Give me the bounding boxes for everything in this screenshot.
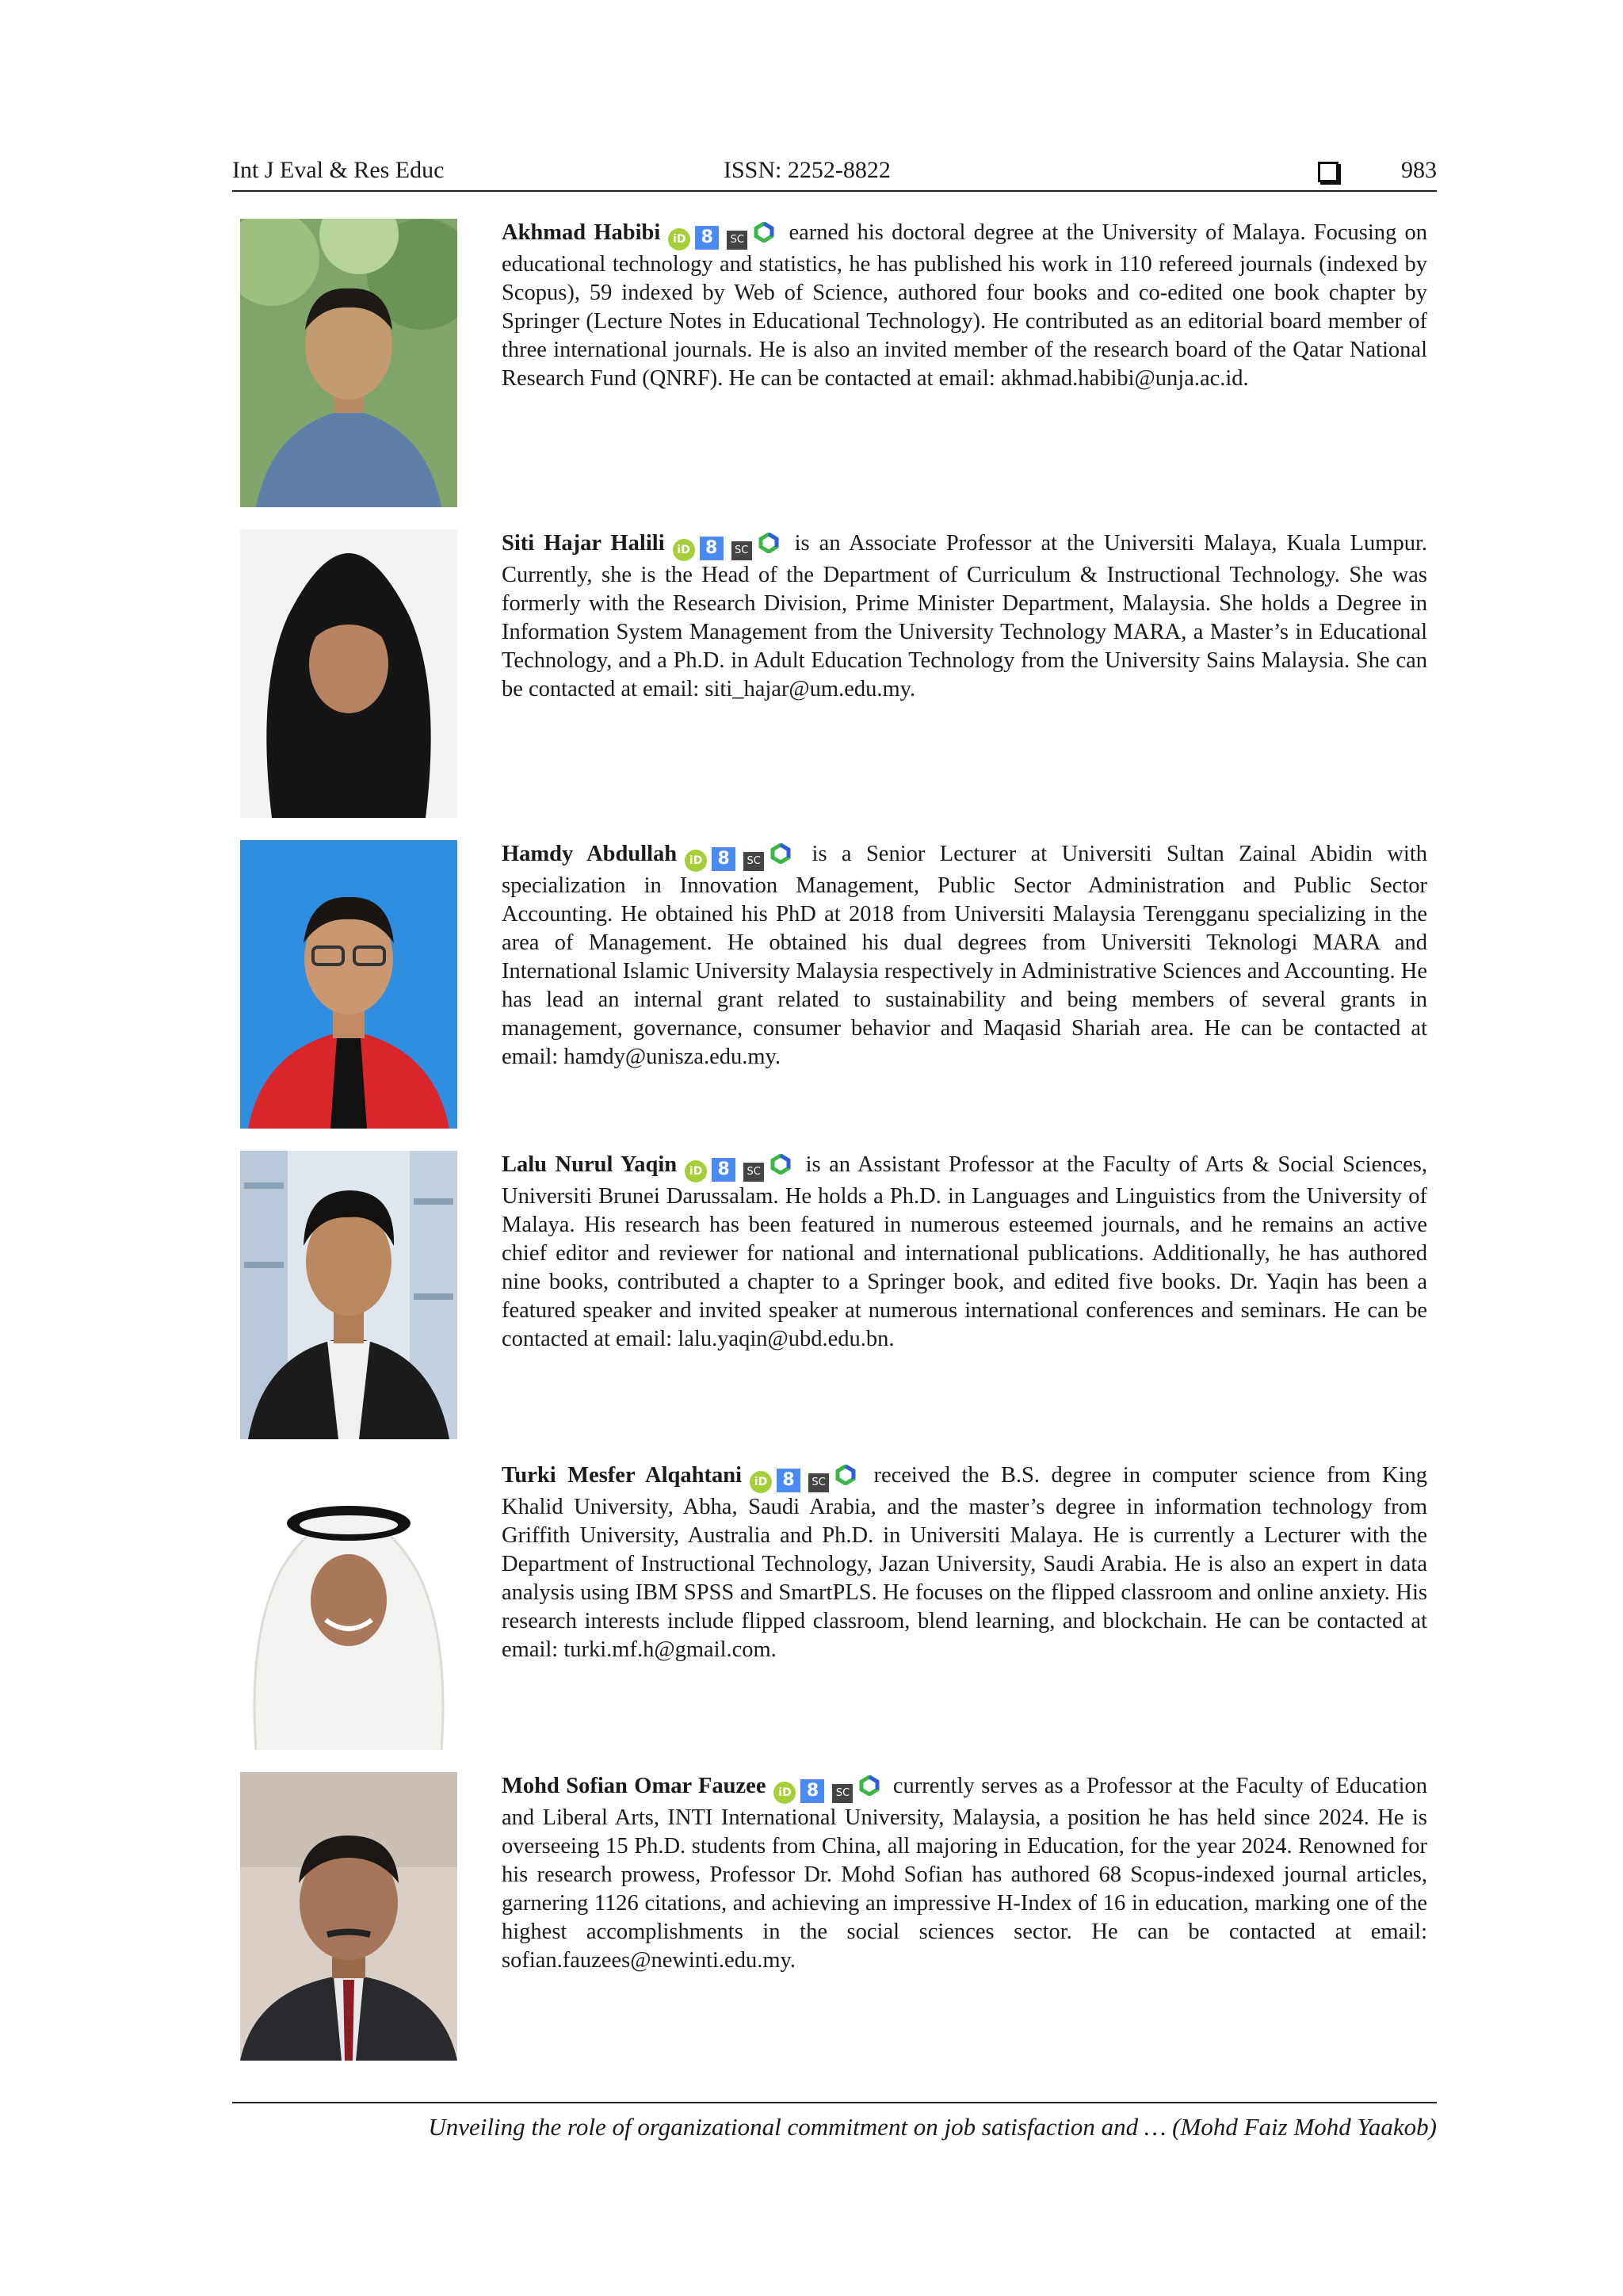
author-photo — [240, 529, 457, 818]
bio-description: is an Associate Professor at the Universiti Malaya, Kuala Lumpur. Currently, she is the Head of the Department of Curriculum & Instructional Technology. She was formerly with the Research Division, Prime Minister Department, Malaysia. She holds a Degree in Information System Management from the University Technology MARA, a Master’s in Educational Technology, and a Ph.D. in Adult Education Technology from the University Sains Malaysia. She can be contacted at email: siti_hajar@um.edu.my. — [502, 531, 1427, 701]
author-photo — [240, 840, 457, 1129]
google-scholar-icon[interactable]: 8 — [695, 226, 719, 250]
footer-title: Unveiling the role of organizational commitment on job satisfaction and … (Mohd Faiz Mohd Yaakob) — [428, 2113, 1437, 2141]
scopus-icon[interactable]: SC — [743, 852, 764, 871]
bio-description: is a Senior Lecturer at Universiti Sultan Zainal Abidin with specialization in Innovation Management, Public Sector Administration and Public Sector Accounting. He obtained his PhD at 2018 from Universiti Malaysia Terengganu specializing in the area of Management. He obtained his dual degrees from Universiti Teknologi MARA and International Islamic University Malaysia respectively in Administrative Sciences and Accounting. He has lead an internal grant related to sustainability and being members of several grants in management, governance, consumer behavior and Maqasid Shariah area. He can be contacted at email: hamdy@unisza.edu.my. — [502, 842, 1427, 1069]
author-photo — [240, 1461, 457, 1750]
google-scholar-icon[interactable]: 8 — [777, 1469, 800, 1492]
author-name: Akhmad Habibi — [502, 220, 661, 245]
scopus-icon[interactable]: SC — [727, 231, 747, 250]
author-photo — [240, 219, 457, 507]
publons-icon[interactable] — [835, 1465, 856, 1485]
running-header — [232, 155, 1437, 192]
square-icon — [1318, 162, 1338, 182]
publons-icon[interactable] — [758, 533, 779, 553]
scopus-icon[interactable]: SC — [743, 1163, 764, 1182]
bio-text — [502, 1151, 1427, 1354]
orcid-icon[interactable]: iD — [685, 1160, 707, 1182]
orcid-icon[interactable]: iD — [773, 1782, 796, 1804]
bio-description: received the B.S. degree in computer science from King Khalid University, Abha, Saudi Arabia, and the master’s degree in information technology from Griffith University, Australia and Ph.D. in Universiti Malaya. He is currently a Lecturer with the Department of Instructional Technology, Jazan University, Saudi Arabia. He is also an expert in data analysis using IBM SPSS and SmartPLS. He focuses on the flipped classroom and online anxiety. His research interests include flipped classroom, blend learning, and blockchain. He can be contacted at email: turki.mf.h@gmail.com. — [502, 1463, 1427, 1662]
issn: ISSN: 2252-8822 — [724, 157, 891, 183]
orcid-icon[interactable]: iD — [685, 850, 707, 872]
bio-description: earned his doctoral degree at the University of Malaya. Focusing on educational technology and statistics, he has published his work in 110 refereed journals (indexed by Scopus), 59 indexed by Web of Science, authored four books and co-edited one book chapter by Springer (Lecture Notes in Educational Technology). He contributed as an editorial board member of three international journals. He is also an invited member of the research board of the Qatar National Research Fund (QNRF). He can be contacted at email: akhmad.habibi@unja.ac.id. — [502, 220, 1427, 391]
orcid-icon[interactable]: iD — [668, 228, 690, 250]
publons-icon[interactable] — [770, 843, 791, 864]
bio-text — [502, 840, 1427, 1072]
author-name: Lalu Nurul Yaqin — [502, 1152, 678, 1177]
publons-icon[interactable] — [770, 1154, 791, 1175]
google-scholar-icon[interactable]: 8 — [712, 847, 735, 871]
author-name: Turki Mesfer Alqahtani — [502, 1463, 742, 1488]
publons-icon[interactable] — [859, 1775, 880, 1796]
author-name: Hamdy Abdullah — [502, 842, 678, 866]
orcid-icon[interactable]: iD — [673, 539, 695, 561]
google-scholar-icon[interactable]: 8 — [712, 1158, 735, 1182]
page-number: 983 — [1401, 157, 1437, 183]
bio-text — [502, 529, 1427, 704]
author-photo — [240, 1151, 457, 1439]
google-scholar-icon[interactable]: 8 — [700, 537, 724, 560]
author-name: Siti Hajar Halili — [502, 531, 665, 556]
running-footer — [232, 2102, 1437, 2141]
bio-text — [502, 1461, 1427, 1664]
journal-title: Int J Eval & Res Educ — [232, 157, 445, 183]
scopus-icon[interactable]: SC — [808, 1473, 829, 1492]
author-name: Mohd Sofian Omar Fauzee — [502, 1774, 766, 1798]
scopus-icon[interactable]: SC — [832, 1784, 853, 1803]
bio-description: currently serves as a Professor at the Faculty of Education and Liberal Arts, INTI International University, Malaysia, a position he has held since 2024. He is overseeing 15 Ph.D. students from China, all majoring in Education, for the year 2024. Renowned for his research prowess, Professor Dr. Mohd Sofian has authored 68 Scopus-indexed journal articles, garnering 1126 citations, and achieving an impressive H-Index of 16 in education, marking one of the highest accomplishments in the social sciences sector. He can be contacted at email: sofian.fauzees@newinti.edu.my. — [502, 1774, 1427, 1973]
bio-text — [502, 219, 1427, 393]
orcid-icon[interactable]: iD — [750, 1471, 772, 1493]
scopus-icon[interactable]: SC — [731, 541, 752, 560]
google-scholar-icon[interactable]: 8 — [800, 1779, 824, 1803]
bio-text — [502, 1772, 1427, 1975]
bio-description: is an Assistant Professor at the Faculty of Arts & Social Sciences, Universiti Brunei Darussalam. He holds a Ph.D. in Languages and Linguistics from the University of Malaya. His research has been featured in numerous esteemed journals, and he remains an active chief editor and reviewer for national and international publications. Additionally, he has authored nine books, contributed a chapter to a Springer book, and edited five books. Dr. Yaqin has been a featured speaker and invited speaker at numerous international conferences and seminars. He can be contacted at email: lalu.yaqin@ubd.edu.bn. — [502, 1152, 1427, 1351]
author-photo — [240, 1772, 457, 2061]
publons-icon[interactable] — [754, 222, 774, 243]
